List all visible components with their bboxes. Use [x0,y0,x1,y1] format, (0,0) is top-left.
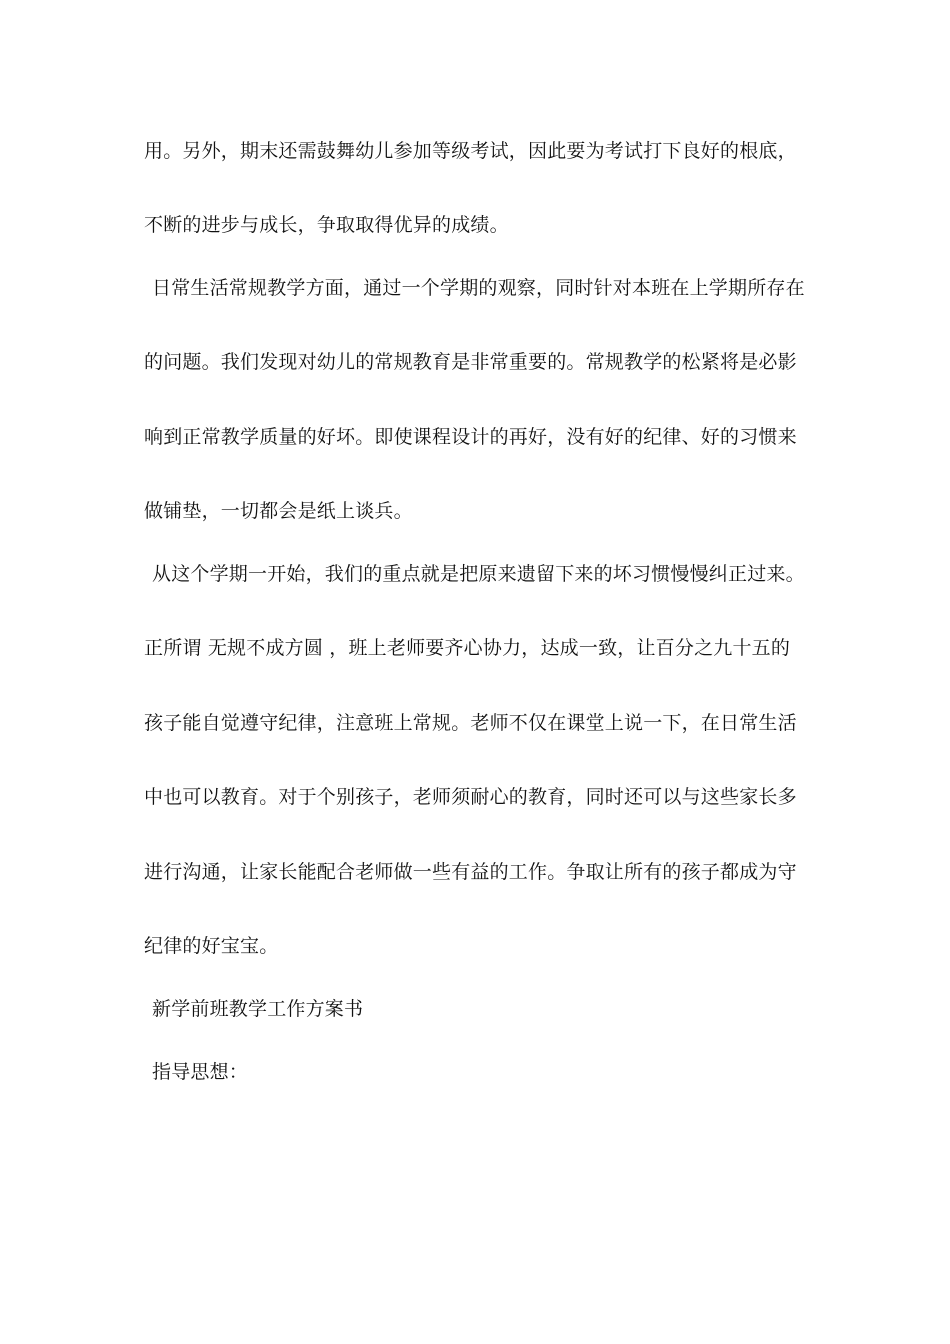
text-line: 中也可以教育。对于个别孩子，老师须耐心的教育，同时还可以与这些家长多 [144,786,797,808]
subsection-heading: 指导思想： [152,1061,249,1083]
text-line: 响到正常教学质量的好坏。即使课程设计的再好，没有好的纪律、好的习惯来 [144,426,797,448]
text-line: 正所谓 无规不成方圆 ，班上老师要齐心协力，达成一致，让百分之九十五的 [144,637,791,659]
paragraph-start-line: 从这个学期一开始，我们的重点就是把原来遗留下来的坏习惯慢慢纠正过来。 [152,563,805,585]
text-line: 用。另外，期末还需鼓舞幼儿参加等级考试，因此要为考试打下良好的根底， [144,140,797,162]
text-line: 不断的进步与成长，争取取得优异的成绩。 [144,214,509,236]
text-line: 进行沟通，让家长能配合老师做一些有益的工作。争取让所有的孩子都成为守 [144,861,797,883]
section-heading: 新学前班教学工作方案书 [152,998,364,1020]
text-line: 的问题。我们发现对幼儿的常规教育是非常重要的。常规教学的松紧将是必影 [144,351,797,373]
text-line: 孩子能自觉遵守纪律，注意班上常规。老师不仅在课堂上说一下，在日常生活 [144,712,797,734]
text-line: 做铺垫，一切都会是纸上谈兵。 [144,500,413,522]
paragraph-start-line: 日常生活常规教学方面，通过一个学期的观察，同时针对本班在上学期所存在 [152,277,805,299]
text-line: 纪律的好宝宝。 [144,935,279,957]
